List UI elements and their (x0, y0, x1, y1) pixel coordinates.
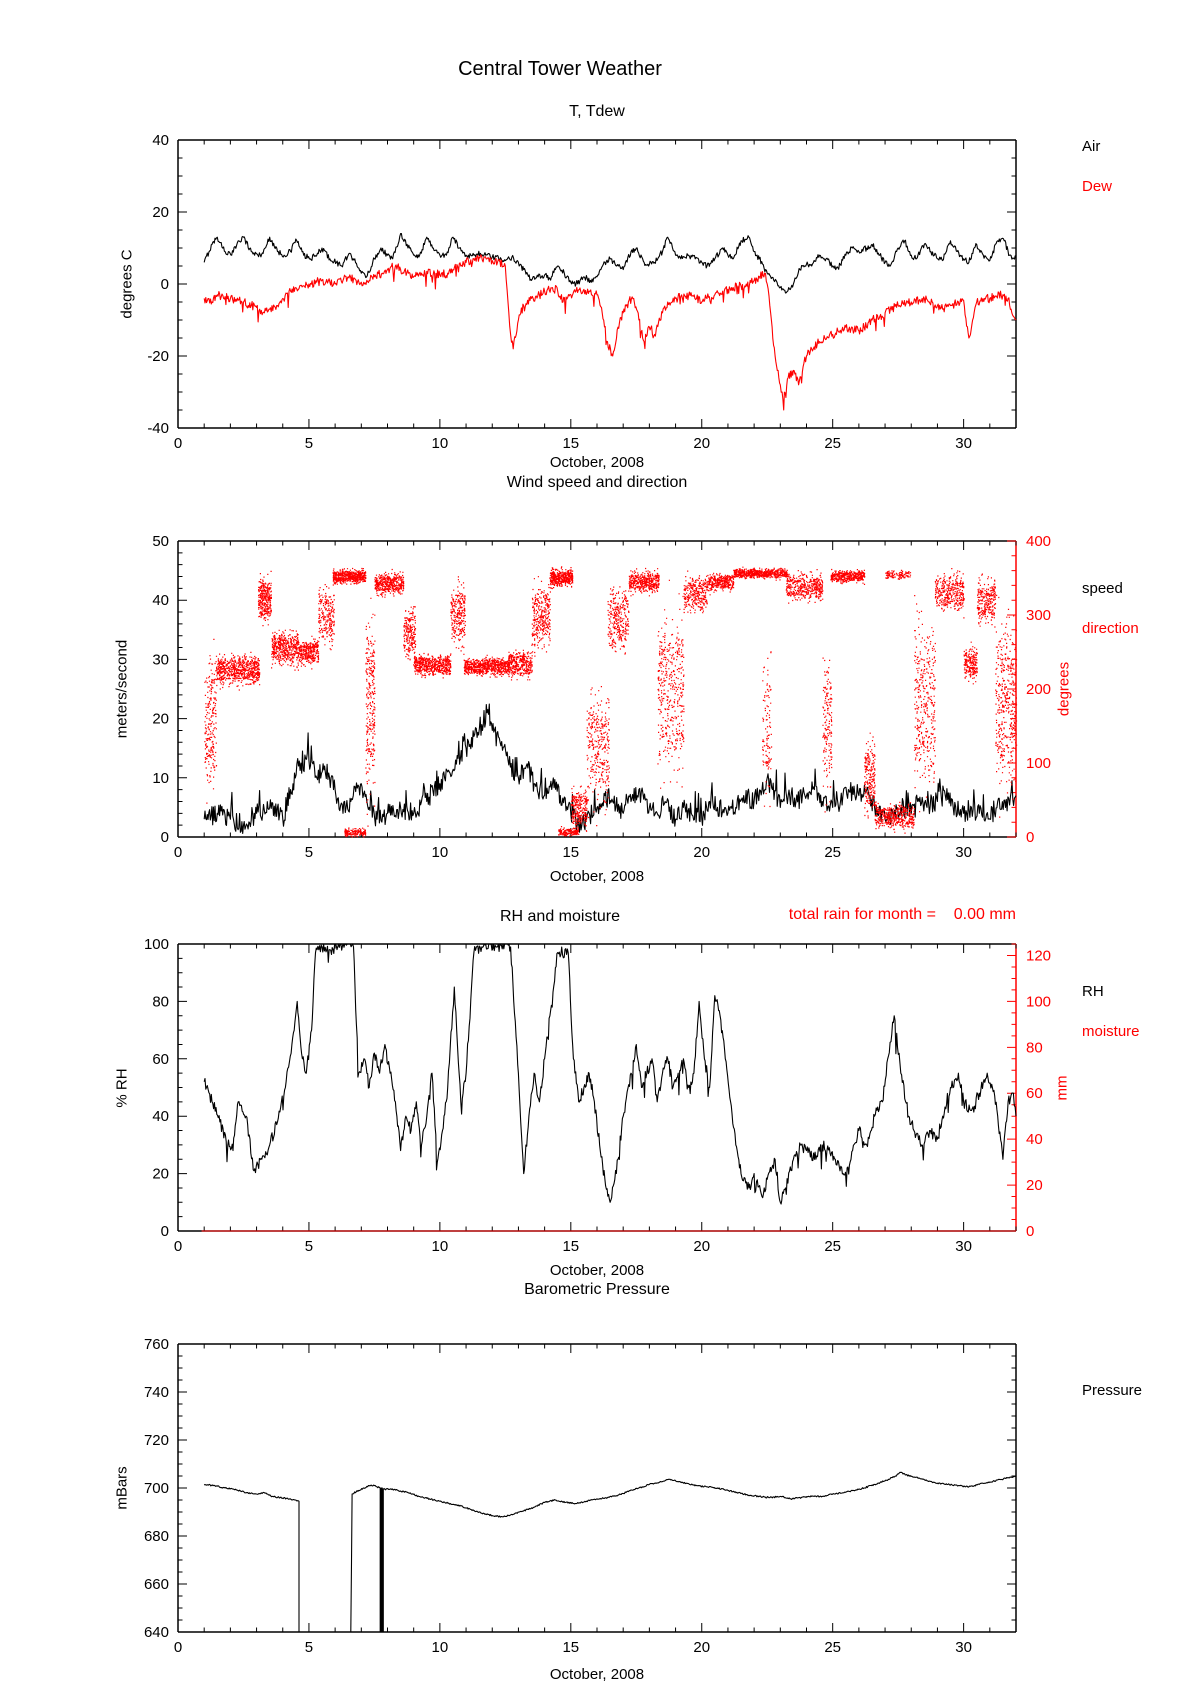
y-ticks-right (1007, 140, 1016, 428)
tick-label: 120 (1026, 947, 1052, 965)
tick-label: 100 (1026, 993, 1052, 1011)
y-ticks-left (178, 541, 187, 837)
y-ticks-left (178, 1344, 187, 1632)
legend-speed: speed (1082, 580, 1123, 597)
legend-pressure: Pressure (1082, 1382, 1143, 1399)
tick-label: 100 (143, 936, 169, 953)
legend-air: Air (1082, 138, 1101, 155)
plot1-y-axis-label: degrees C (118, 249, 136, 319)
tick-label: -20 (147, 348, 169, 365)
plot4-title: Barometric Pressure (524, 1281, 670, 1298)
plot4-x-axis-label: October, 2008 (549, 1666, 645, 1683)
plot-2 (152, 533, 1051, 861)
total-rain-annotation: total rain for month = 0.00 mm (788, 906, 1016, 923)
tick-label: 10 (431, 1238, 449, 1255)
x-ticks (178, 140, 1016, 428)
tick-label: 400 (1026, 533, 1052, 550)
tick-label: 40 (1026, 1131, 1043, 1149)
tick-label: 660 (143, 1576, 169, 1593)
series-direction-scatter (204, 567, 1017, 837)
tick-label: 10 (431, 1639, 449, 1656)
plot1-x-axis-label: October, 2008 (549, 454, 645, 471)
tick-label: 40 (152, 132, 169, 149)
plot2-x-axis-label: October, 2008 (549, 868, 645, 885)
x-ticks (178, 1344, 1016, 1632)
tick-label: 0 (173, 1238, 183, 1255)
series-pressure (204, 1472, 1016, 1632)
tick-label: 40 (152, 592, 169, 610)
tick-label: 680 (143, 1528, 169, 1545)
y-ticks-left (178, 140, 187, 428)
tick-label: 700 (143, 1480, 169, 1497)
tick-label: 15 (562, 844, 580, 861)
tick-label: 50 (152, 533, 169, 550)
tick-label: 0 (160, 829, 169, 846)
tick-label: 30 (152, 651, 169, 669)
tick-label: 760 (143, 1336, 169, 1353)
plot3-right-y-axis-label: mm (1053, 1075, 1071, 1101)
plot2-title: Wind speed and direction (506, 474, 688, 491)
tick-label: 640 (143, 1624, 169, 1641)
tick-label: 100 (1026, 755, 1052, 772)
tick-label: 740 (143, 1384, 169, 1401)
tick-label: 15 (562, 435, 580, 452)
tick-label: 25 (824, 844, 842, 861)
tick-label: -40 (147, 420, 169, 437)
tick-label: 80 (152, 993, 169, 1011)
tick-label: 25 (824, 435, 842, 452)
tick-label: 720 (143, 1432, 169, 1449)
legend-rh: RH (1082, 983, 1104, 1000)
y-ticks-left (178, 944, 187, 1231)
tick-label: 80 (1026, 1039, 1043, 1057)
tick-label: 20 (152, 204, 169, 221)
plot2-y-axis-label: meters/second (113, 639, 131, 739)
y-ticks-right (1007, 944, 1016, 1231)
plot-4 (144, 1336, 1016, 1656)
series-rh (204, 944, 1016, 1204)
tick-label: 0 (173, 1639, 183, 1656)
tick-label: 20 (693, 1238, 711, 1255)
legend-moisture: moisture (1082, 1023, 1140, 1040)
tick-label: 40 (152, 1108, 169, 1126)
tick-label: 25 (824, 1639, 842, 1656)
plot-frame (178, 944, 1016, 1231)
tick-label: 30 (955, 1639, 972, 1656)
series-air (204, 234, 1016, 294)
tick-label: 25 (824, 1238, 842, 1255)
plot3-title: RH and moisture (499, 908, 621, 925)
tick-label: 20 (152, 1165, 169, 1183)
tick-label: 10 (431, 435, 449, 452)
tick-label: 20 (693, 844, 711, 861)
plot4-y-axis-label: mBars (113, 1466, 131, 1510)
series-dew (204, 255, 1016, 410)
tick-label: 30 (955, 844, 972, 861)
tick-label: 20 (693, 435, 711, 452)
tick-label: 0 (1026, 1223, 1035, 1240)
plot-frame (178, 541, 1016, 837)
tick-label: 200 (1026, 681, 1052, 698)
x-ticks (178, 541, 1016, 837)
tick-label: 20 (693, 1639, 711, 1656)
tick-label: 20 (1026, 1177, 1043, 1195)
tick-label: 15 (562, 1238, 580, 1255)
tick-label: 0 (160, 276, 169, 293)
tick-label: 0 (1026, 829, 1035, 846)
tick-label: 10 (152, 769, 169, 787)
plot-frame (178, 1344, 1016, 1632)
tick-label: 300 (1026, 607, 1052, 624)
tick-label: 60 (152, 1050, 169, 1068)
y-ticks-right (1007, 1344, 1016, 1632)
tick-label: 0 (160, 1223, 169, 1240)
tick-label: 60 (1026, 1085, 1043, 1103)
legend-direction: direction (1082, 620, 1139, 637)
page-title: Central Tower Weather (458, 58, 662, 80)
plot2-right-y-axis-label: degrees (1055, 661, 1073, 717)
tick-label: 5 (304, 435, 314, 452)
tick-label: 30 (955, 1238, 972, 1255)
x-ticks (178, 944, 1016, 1231)
plot-frame (178, 140, 1016, 428)
plot1-title: T, Tdew (569, 103, 625, 120)
tick-label: 20 (152, 710, 169, 728)
plot3-x-axis-label: October, 2008 (549, 1262, 645, 1279)
tick-label: 0 (173, 844, 183, 861)
tick-label: 10 (431, 844, 449, 861)
plot-3 (144, 936, 1051, 1255)
tick-label: 5 (304, 1238, 314, 1255)
tick-label: 5 (304, 1639, 314, 1656)
tick-label: 0 (173, 435, 183, 452)
tick-label: 30 (955, 435, 972, 452)
tick-label: 5 (304, 844, 314, 861)
plot-1 (147, 132, 1016, 452)
legend-dew: Dew (1082, 178, 1113, 195)
plot3-y-axis-label: % RH (113, 1068, 131, 1108)
tick-label: 15 (562, 1639, 580, 1656)
